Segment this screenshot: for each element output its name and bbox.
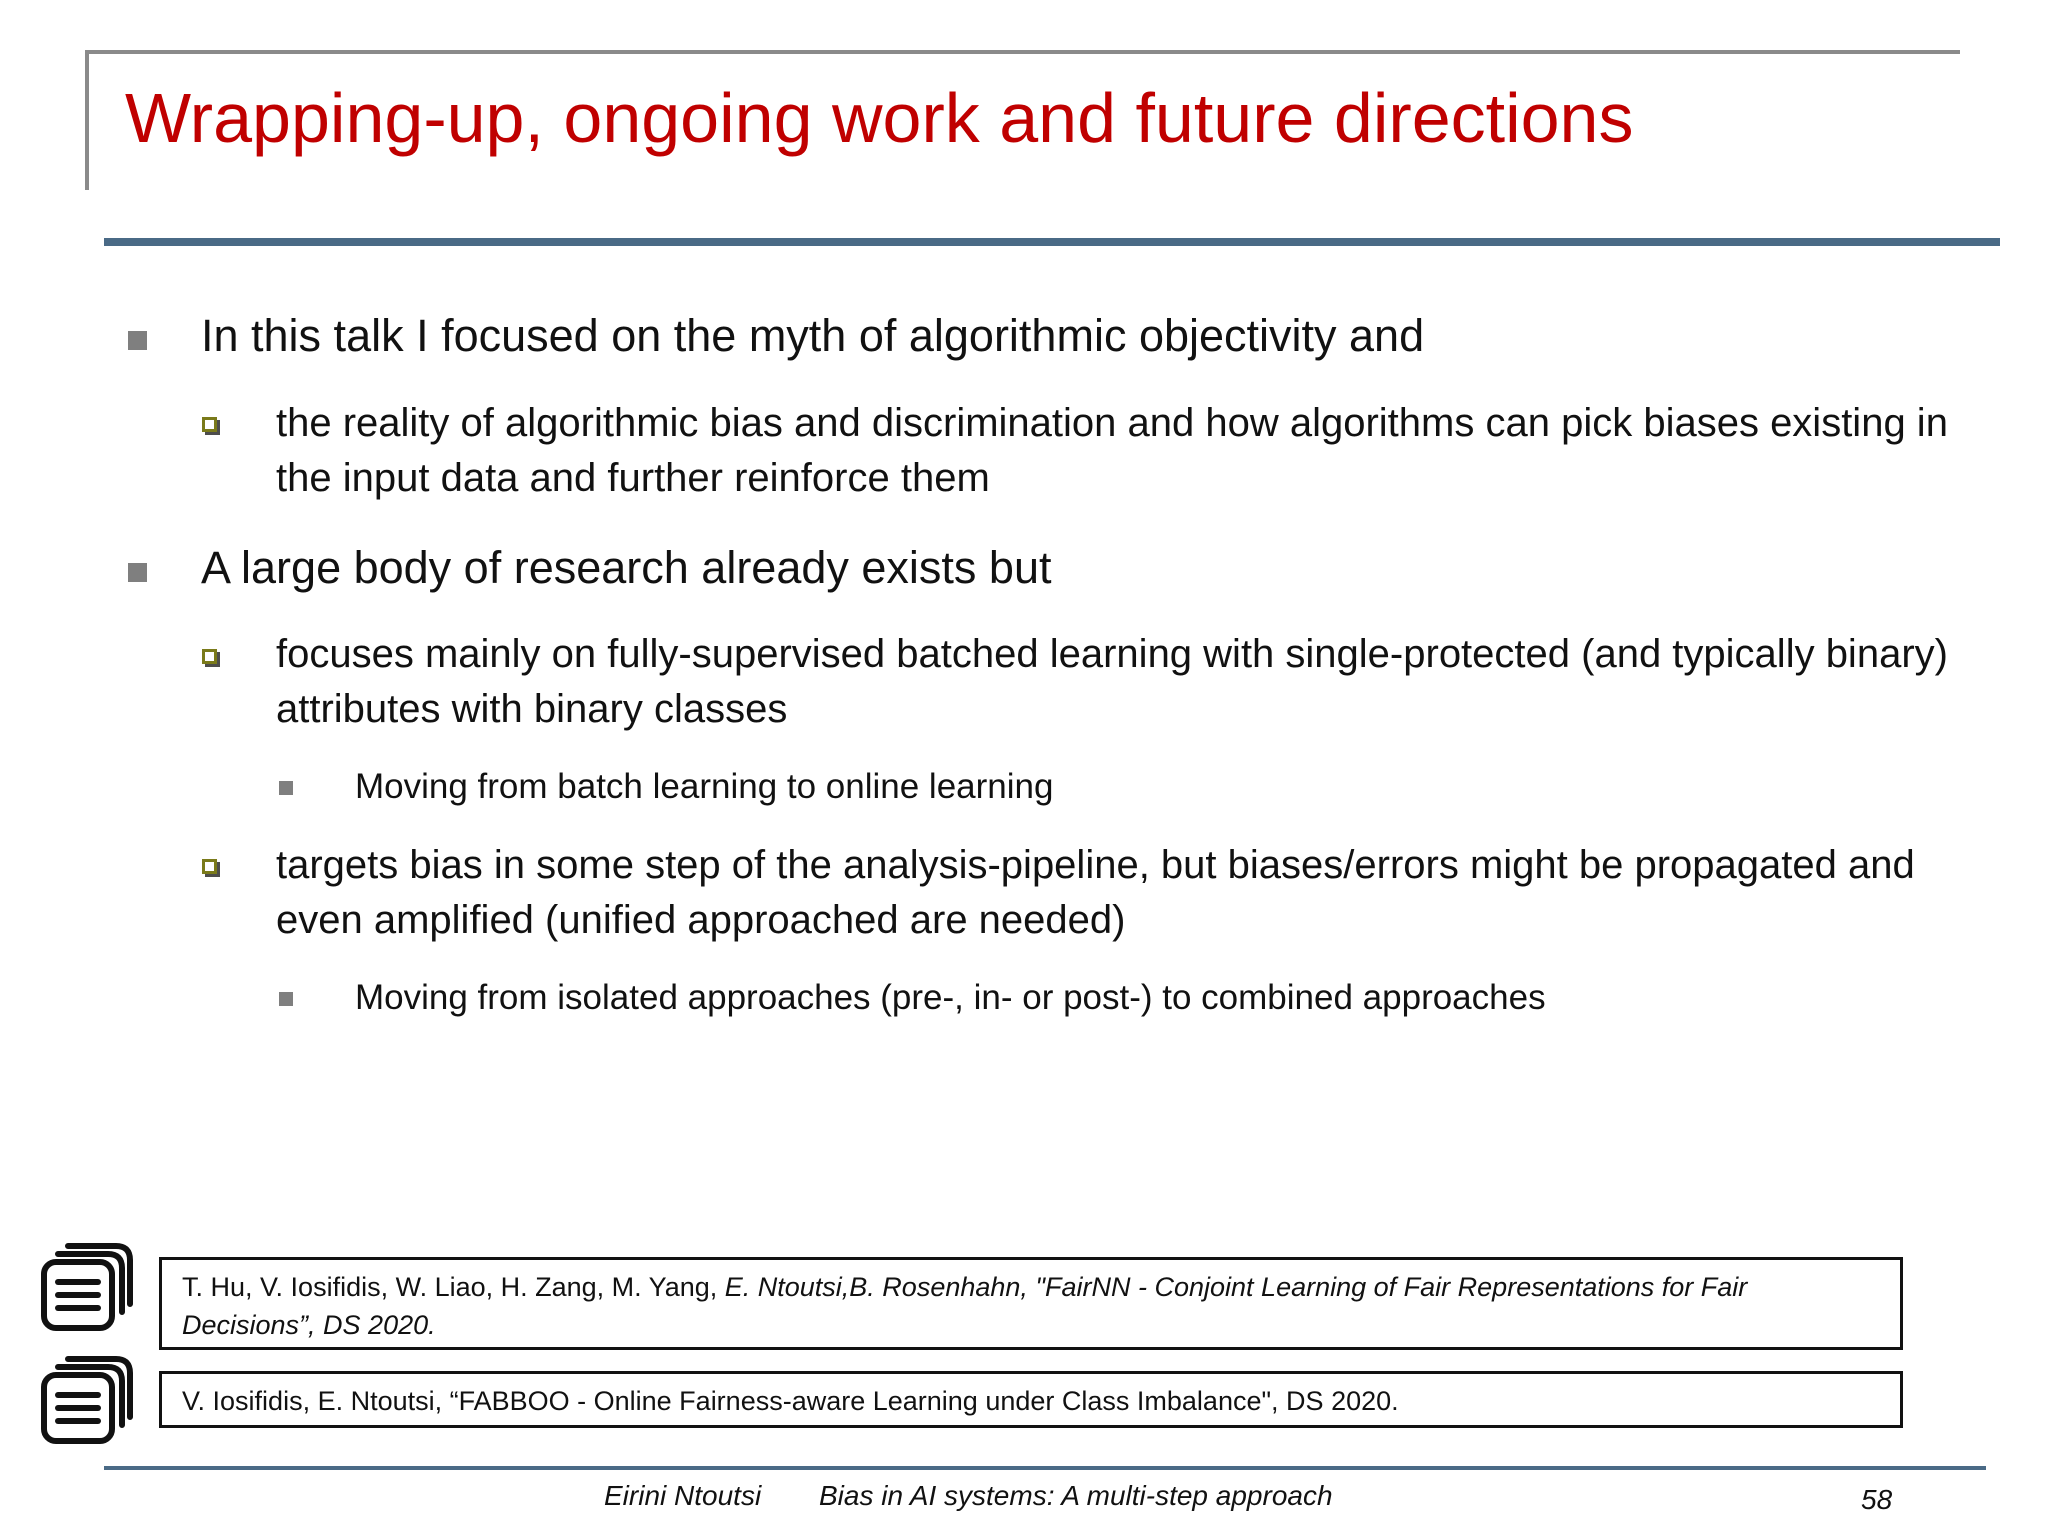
footer-divider <box>104 1466 1986 1470</box>
sub-bullet-item: the reality of algorithmic bias and discrimination and how algorithms can pick biases existing in the input data and further reinforce them <box>276 401 1948 500</box>
sub-sub-bullet-item: Moving from isolated approaches (pre-, in- or post-) to combined approaches <box>355 978 1546 1017</box>
bullet-item: In this talk I focused on the myth of algorithmic objectivity and <box>201 310 1425 361</box>
footer-author: Eirini Ntoutsi <box>604 1480 762 1511</box>
reference-citation: E. Ntoutsi,B. Rosenhahn, "FairNN - Conjoint Learning of Fair Representations for Fair Decisions”, DS 2020. <box>182 1272 1748 1340</box>
sub-sub-bullet-square-icon <box>279 781 293 795</box>
sub-sub-bullet-item: Moving from batch learning to online learning <box>355 767 1054 806</box>
bullet-item: A large body of research already exists but <box>201 542 1052 593</box>
sub-bullet-square-icon <box>202 649 217 664</box>
title-frame-top <box>85 50 1960 54</box>
title-divider <box>104 238 2000 246</box>
reference-box <box>159 1371 1903 1428</box>
bullet-square-icon <box>128 563 147 582</box>
sub-bullet-square-icon <box>202 859 217 874</box>
page-number: 58 <box>1861 1484 1893 1515</box>
title-frame-left <box>85 50 89 190</box>
sub-bullet-item: focuses mainly on fully-supervised batched learning with single-protected (and typically binary) attributes with binary classes <box>276 632 1948 731</box>
slide-title: Wrapping-up, ongoing work and future directions <box>125 79 1634 157</box>
sub-sub-bullet-square-icon <box>279 992 293 1006</box>
sub-bullet-item: targets bias in some step of the analysis-pipeline, but biases/errors might be propagated and even amplified (unified approached are needed) <box>276 843 1915 942</box>
reference-box <box>159 1257 1903 1350</box>
document-list-icon <box>38 1351 138 1451</box>
reference-citation: V. Iosifidis, E. Ntoutsi, “FABBOO - Online Fairness-aware Learning under Class Imbalance", DS 2020. <box>182 1386 1399 1416</box>
document-list-icon <box>38 1238 138 1338</box>
bullet-square-icon <box>128 331 147 350</box>
footer-talk-title: Bias in AI systems: A multi-step approach <box>819 1480 1333 1511</box>
sub-bullet-square-icon <box>202 417 217 432</box>
reference-authors: T. Hu, V. Iosifidis, W. Liao, H. Zang, M. Yang, <box>182 1272 725 1302</box>
